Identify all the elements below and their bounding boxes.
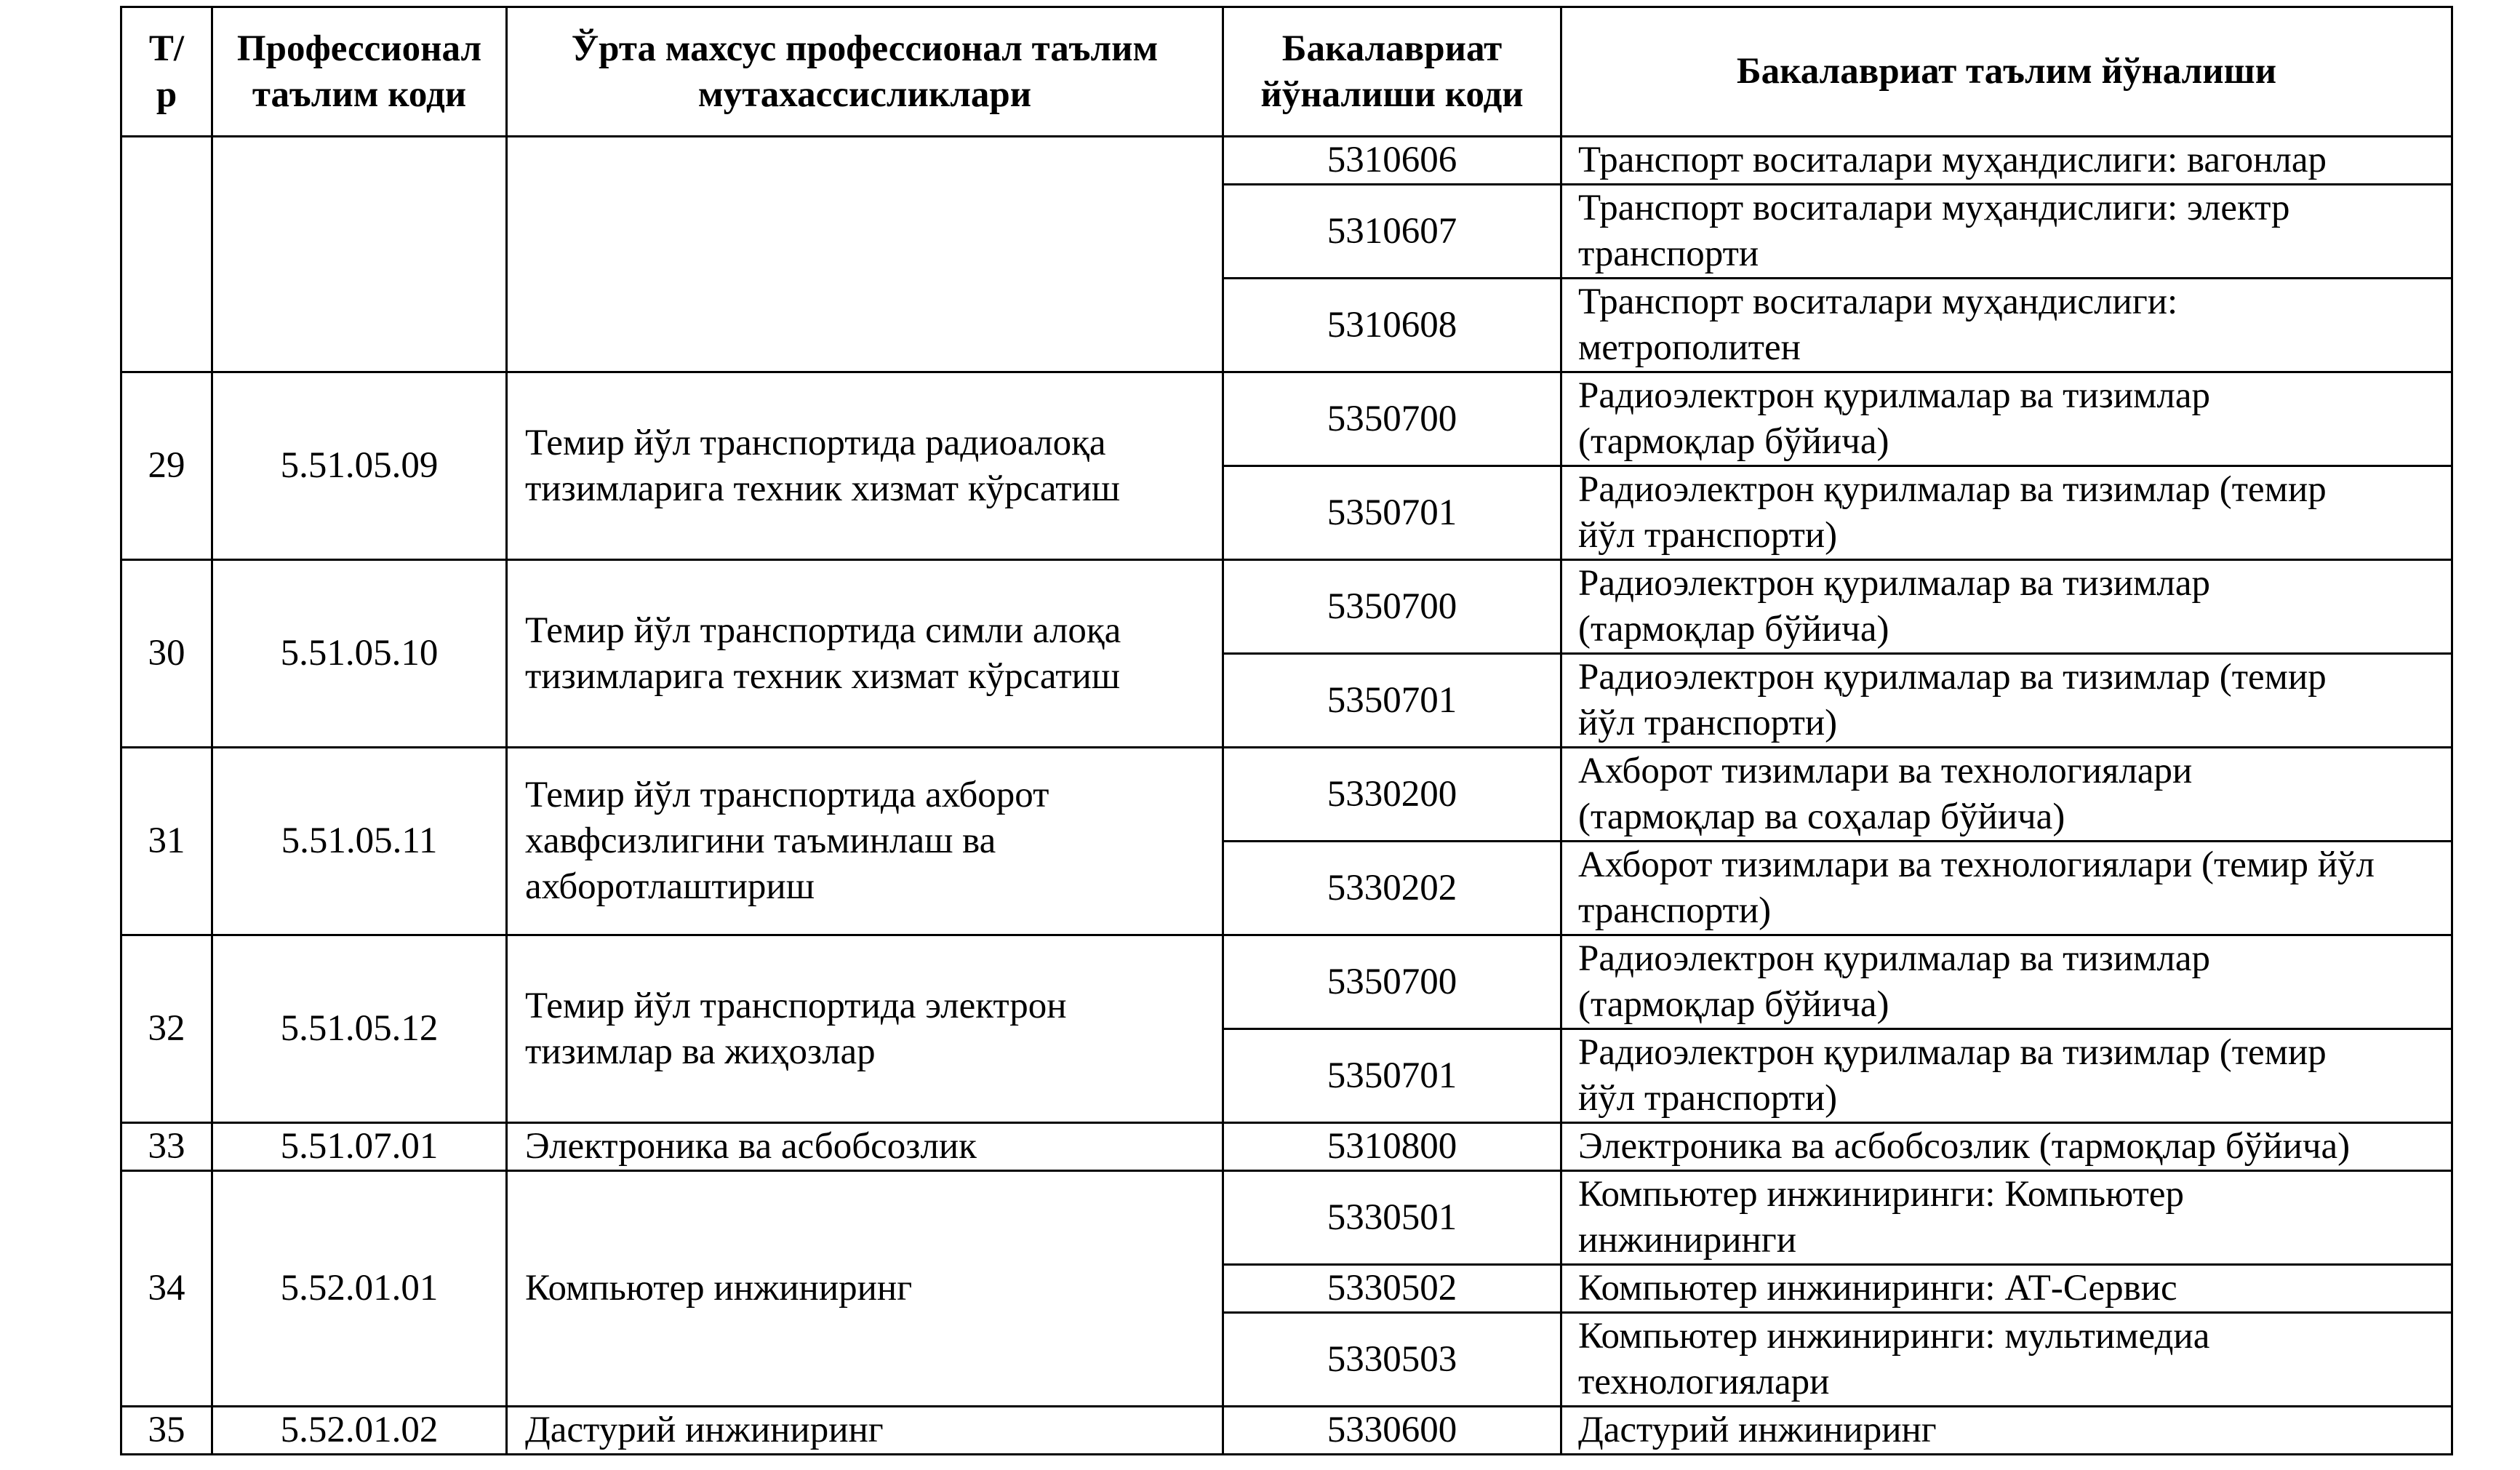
table-row [121,1407,2452,1455]
specialty-cell [507,1123,1223,1171]
prof-code-cell-text: 5.51.05.09 [280,445,439,486]
header-num [121,7,212,137]
bach-code-cell [1223,935,1561,1029]
bach-name-cell [1561,1407,2452,1455]
bach-code-cell-text: 5350700 [1327,961,1457,1002]
bach-code-cell-text: 5350700 [1327,398,1457,439]
row-number [121,137,212,372]
table-row [121,748,2452,842]
table-row [121,560,2452,654]
prof-code-cell [212,935,507,1123]
bach-name-cell-text: Транспорт воситалари муҳандислиги: электр транспорти [1578,188,2290,274]
bach-name-cell-text: Радиоэлектрон қурилмалар ва тизимлар (тармоқлар бўйича) [1578,375,2211,462]
specialty-cell-text: Электроника ва асбобсозлик [525,1126,977,1167]
prof-code-cell-text: 5.51.05.12 [280,1008,439,1049]
header-row [121,7,2452,137]
bach-code-cell-text: 5330200 [1327,773,1457,815]
header-bach-code [1223,7,1561,137]
row-number [121,1123,212,1171]
bach-name-cell [1561,1029,2452,1123]
header-bach-name [1561,7,2452,137]
specialties-table [120,6,2453,1455]
bach-name-cell-text: Радиоэлектрон қурилмалар ва тизимлар (темир йўл транспорти) [1578,1032,2327,1119]
table-row [121,1123,2452,1171]
row-number [121,935,212,1123]
bach-name-cell [1561,654,2452,748]
bach-code-cell [1223,185,1561,279]
bach-code-cell-text: 5330202 [1327,867,1457,908]
header-bach-name-text: Бакалавриат таълим йўналиши [1736,51,2277,92]
specialty-cell-text: Темир йўл транспортида симли алоқа тизимларига техник хизмат кўрсатиш [525,610,1121,697]
prof-code-cell-text: 5.51.05.11 [281,820,438,861]
row-number-text: 35 [148,1410,185,1450]
specialty-cell [507,137,1223,372]
bach-code-cell-text: 5330503 [1327,1338,1457,1380]
row-number-text: 34 [148,1268,185,1309]
bach-name-cell-text: Компьютер инжиниринги: АТ-Сервис [1578,1268,2177,1309]
bach-name-cell [1561,466,2452,560]
specialty-cell [507,372,1223,560]
header-prof-code [212,7,507,137]
bach-code-cell [1223,560,1561,654]
bach-code-cell-text: 5310607 [1327,210,1457,252]
bach-code-cell-text: 5330501 [1327,1197,1457,1238]
bach-name-cell-text: Компьютер инжиниринги: мультимедиа технологиялари [1578,1316,2210,1402]
bach-code-cell [1223,137,1561,185]
prof-code-cell [212,1123,507,1171]
bach-name-cell [1561,748,2452,842]
bach-name-cell-text: Компьютер инжиниринги: Компьютер инжиниринги [1578,1174,2185,1261]
bach-code-cell [1223,372,1561,466]
row-number [121,372,212,560]
bach-name-cell [1561,279,2452,372]
bach-name-cell-text: Ахборот тизимлари ва технологиялари (тармоқлар ва соҳалар бўйича) [1578,751,2193,837]
bach-code-cell [1223,1407,1561,1455]
bach-code-cell [1223,654,1561,748]
table-row [121,935,2452,1029]
bach-code-cell [1223,1265,1561,1313]
bach-code-cell-text: 5310606 [1327,140,1457,180]
header-bach-code-text: Бакалавриат йўналиши коди [1260,28,1524,115]
bach-code-cell [1223,748,1561,842]
specialty-cell-text: Дастурий инжиниринг [525,1410,884,1450]
prof-code-cell-text: 5.52.01.01 [280,1268,439,1309]
bach-code-cell-text: 5310608 [1327,304,1457,345]
header-specialty-text: Ўрта махсус профессионал таълим мутахассисликлари [571,28,1159,115]
bach-name-cell-text: Транспорт воситалари муҳандислиги: метрополитен [1578,281,2178,368]
bach-code-cell [1223,1123,1561,1171]
table-row [121,137,2452,185]
specialty-cell [507,1407,1223,1455]
prof-code-cell [212,372,507,560]
bach-name-cell-text: Радиоэлектрон қурилмалар ва тизимлар (тармоқлар бўйича) [1578,938,2211,1025]
specialty-cell [507,560,1223,748]
row-number-text: 31 [148,820,185,861]
bach-code-cell [1223,1171,1561,1265]
bach-code-cell [1223,1313,1561,1407]
bach-name-cell [1561,1265,2452,1313]
specialty-cell-text: Компьютер инжиниринг [525,1268,913,1309]
specialty-cell-text: Темир йўл транспортида ахборот хавфсизлигини таъминлаш ва ахборотлаштириш [525,775,1049,907]
bach-name-cell-text: Радиоэлектрон қурилмалар ва тизимлар (темир йўл транспорти) [1578,469,2327,556]
bach-code-cell [1223,279,1561,372]
bach-code-cell-text: 5310800 [1327,1126,1457,1167]
header-specialty [507,7,1223,137]
bach-name-cell-text: Дастурий инжиниринг [1578,1410,1937,1450]
bach-code-cell-text: 5350701 [1327,679,1457,721]
bach-name-cell-text: Электроника ва асбобсозлик (тармоқлар бўйича) [1578,1126,2351,1167]
prof-code-cell-text: 5.52.01.02 [280,1410,439,1450]
prof-code-cell [212,748,507,935]
bach-code-cell [1223,1029,1561,1123]
bach-name-cell [1561,560,2452,654]
prof-code-cell-text: 5.51.05.10 [280,633,439,674]
bach-code-cell-text: 5350701 [1327,492,1457,533]
row-number [121,560,212,748]
row-number-text: 29 [148,445,185,486]
table-row [121,372,2452,466]
prof-code-cell [212,137,507,372]
table-row [121,1171,2452,1265]
specialty-cell [507,935,1223,1123]
specialty-cell [507,1171,1223,1407]
table-body [121,137,2452,1455]
bach-code-cell [1223,466,1561,560]
bach-code-cell [1223,842,1561,935]
header-prof-code-text: Профессионал таълим коди [236,28,482,115]
bach-name-cell-text: Радиоэлектрон қурилмалар ва тизимлар (темир йўл транспорти) [1578,657,2327,743]
bach-name-cell [1561,1171,2452,1265]
row-number-text: 32 [148,1008,185,1049]
bach-name-cell [1561,842,2452,935]
bach-code-cell-text: 5330502 [1327,1268,1457,1309]
prof-code-cell-text: 5.51.07.01 [280,1126,439,1167]
prof-code-cell [212,1171,507,1407]
specialty-cell-text: Темир йўл транспортида радиоалоқа тизимларига техник хизмат кўрсатиш [525,422,1121,509]
row-number-text: 30 [148,633,185,674]
bach-name-cell [1561,935,2452,1029]
bach-name-cell [1561,185,2452,279]
bach-name-cell [1561,372,2452,466]
row-number [121,1407,212,1455]
bach-name-cell [1561,1123,2452,1171]
bach-name-cell-text: Транспорт воситалари муҳандислиги: вагонлар [1578,140,2327,180]
bach-name-cell [1561,1313,2452,1407]
row-number-text: 33 [148,1126,185,1167]
prof-code-cell [212,560,507,748]
bach-code-cell-text: 5350700 [1327,586,1457,627]
specialty-cell-text: Темир йўл транспортида электрон тизимлар ва жиҳозлар [525,985,1067,1072]
header-num-text: Т/ р [148,28,185,115]
row-number [121,1171,212,1407]
row-number [121,748,212,935]
specialty-cell [507,748,1223,935]
bach-code-cell-text: 5330600 [1327,1410,1457,1450]
bach-name-cell-text: Ахборот тизимлари ва технологиялари (темир йўл транспорти) [1578,844,2375,931]
bach-code-cell-text: 5350701 [1327,1055,1457,1096]
bach-name-cell-text: Радиоэлектрон қурилмалар ва тизимлар (тармоқлар бўйича) [1578,563,2211,650]
bach-name-cell [1561,137,2452,185]
prof-code-cell [212,1407,507,1455]
